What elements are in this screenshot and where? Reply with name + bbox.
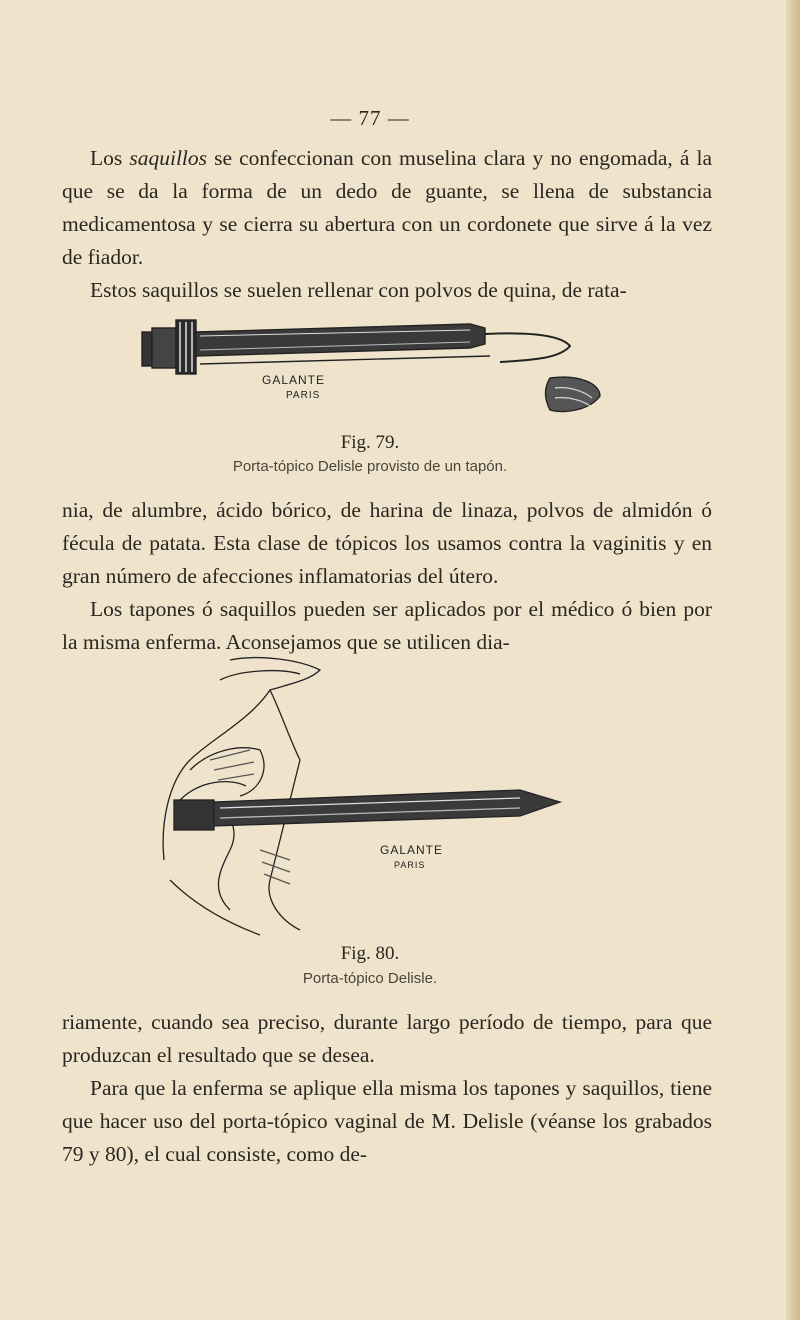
paragraph-saquillos: Los saquillos se confeccionan con muselina clara y no engomada, á la que se da la forma de un dedo de guante, se llena de substancia medicamentosa y se cierra su abertura con un cordonete que sirve á la vez de fiador. bbox=[62, 146, 713, 269]
page-edge bbox=[786, 0, 800, 1320]
figure-79-label: Fig. 79. bbox=[340, 432, 400, 453]
text-block-bottom bbox=[62, 1006, 712, 1171]
paragraph-rellenar-cont: nia, de alumbre, ácido bórico, de harina de linaza, polvos de almidón ó fécula de patata. Esta clase de tópicos los usamos contra la vaginitis y en gran número de afecciones inflamatorias del útero. bbox=[62, 498, 712, 588]
figure-79-caption: Porta-tópico Delisle provisto de un tapón. bbox=[232, 458, 508, 475]
italic-term: saquillos bbox=[129, 146, 208, 170]
figure-80-label: Fig. 80. bbox=[340, 943, 400, 964]
paragraph-tapones-cont: riamente, cuando sea preciso, durante largo período de tiempo, para que produzcan el resultado que se desea. bbox=[62, 1010, 712, 1067]
figure-80-engraving bbox=[150, 650, 590, 940]
text-block-top bbox=[62, 142, 712, 307]
figure-79-engraving bbox=[140, 298, 610, 428]
text-block-middle bbox=[62, 494, 712, 659]
page-number: — 77 — bbox=[330, 106, 410, 130]
engraving-text-79-a: GALANTE bbox=[262, 373, 326, 387]
paragraph-rellenar-start: Estos saquillos se suelen rellenar con polvos de quina, de rata- bbox=[90, 278, 627, 302]
engraving-text-79-b: PARIS bbox=[286, 390, 321, 401]
paragraph-enferma: Para que la enferma se aplique ella misma los tapones y saquillos, tiene que hacer uso del porta-tópico vaginal de M. Delisle (véanse los grabados 79 y 80), el cual consiste, como de- bbox=[62, 1076, 712, 1166]
engraving-text-80-a: GALANTE bbox=[380, 843, 444, 857]
figure-80-caption: Porta-tópico Delisle. bbox=[302, 970, 438, 987]
paragraph-tapones: Los tapones ó saquillos pueden ser aplicados por el médico ó bien por la misma enferma. Aconsejamos que se utilicen dia- bbox=[62, 597, 712, 654]
engraving-text-80-b: PARIS bbox=[394, 860, 426, 870]
